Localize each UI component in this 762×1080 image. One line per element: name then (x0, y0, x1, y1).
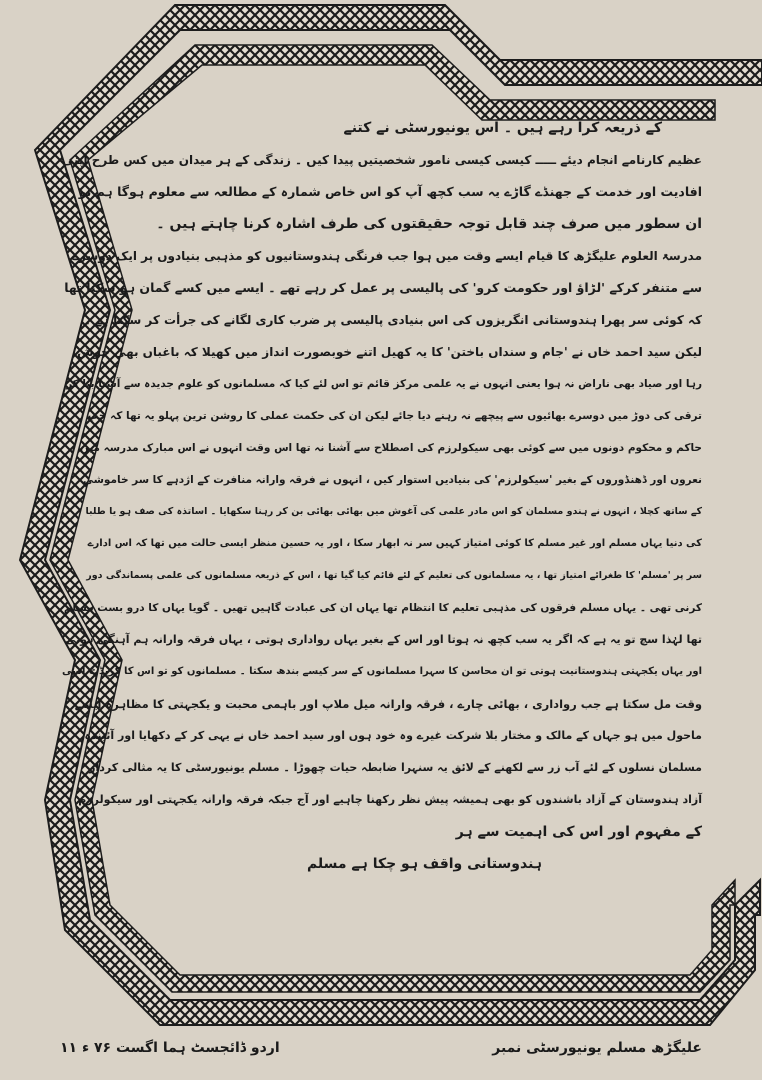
article-line: حاکم و محکوم دونوں میں سے کوئی بھی سیکولرزم کی اصطلاح سے آشنا نہ تھا اس وقت انہوں نے اس مبارک مدرسہ میں (79, 442, 702, 454)
article-line: لیکن سید احمد خاں نے 'جام و سنداں باختن' کا یہ کھیل اتنے خوبصورت انداز میں کھیلا کہ باغباں بھی خوش (77, 345, 702, 359)
article-line: کے ساتھ کچلا ، انہوں نے ہندو مسلمان کو اس مادر علمی کی آغوش میں بھائی بھائی بن کر رہنا سکھایا ۔ اساتذہ کی صف ہو یا طلبا (85, 506, 702, 517)
article-line: مسلمان نسلوں کے لئے آب زر سے لکھنے کے لائق یہ سنہرا ضابطہ حیات چھوڑا ۔ مسلم یونیورسٹی کا یہ مثالی کردار (89, 761, 702, 774)
article-line: کے مفہوم اور اس کی اہمیت سے ہر (455, 824, 702, 840)
article-line: عظیم کارنامے انجام دیئے ـــــ کیسی کیسی نامور شخصیتیں پیدا کیں ۔ زندگی کے ہر میدان میں کس طرح اپنی (61, 153, 702, 167)
article-line: کہ کوئی سر پھرا ہندوستانی انگریزوں کی اس بنیادی پالیسی پر ضرب کاری لگانے کی جرأت کر سکتا ہے ۔ (83, 313, 702, 327)
article-line: ہندوستانی واقف ہو چکا ہے مسلم (306, 856, 542, 872)
article-line: سے متنفر کرکے 'لڑاؤ اور حکومت کرو' کی پالیسی پر عمل کر رہے تھے ۔ ایسے میں کسے گمان ہو سکتا تھا (64, 280, 702, 295)
article-line: افادیت اور خدمت کے جھنڈے گاڑے یہ سب کچھ آپ کو اس خاص شمارہ کے مطالعہ سے معلوم ہوگا ہم تو (78, 184, 702, 199)
article-line: سر پر 'مسلم' کا طغرائے امتیاز تھا ، یہ مسلمانوں کی تعلیم کے لئے قائم کیا گیا تھا ، اس کے ذریعہ مسلمانوں کی علمی پسماندگی دور (86, 570, 702, 581)
article-line: اور یہاں یکجہتی ہندوستانیت ہوتی تو ان محاسن کا سہرا مسلمانوں کے سر کیسے بندھ سکتا ۔ مسلمانوں کو تو اس کا کریڈٹ اسی (62, 666, 702, 677)
page-footer (60, 1040, 702, 1070)
article-body (62, 118, 702, 988)
article-line: رہا اور صیاد بھی ناراض نہ ہوا یعنی انہوں نے یہ علمی مرکز قائم تو اس لئے کیا کہ مسلمانوں کو علوم جدیدہ سے آشنا بنا کر (66, 378, 702, 390)
article-line: کی دنیا یہاں مسلم اور غیر مسلم کا کوئی امتیاز کہیں سر نہ ابھار سکا ، اور یہ حسین منظر ایسی حالت میں تھا کہ اس ادارے (87, 538, 702, 549)
article-line: مدرسۃ العلوم علیگڑھ کا قیام ایسے وقت میں ہوا جب فرنگی ہندوستانیوں کو مذہبی بنیادوں پر ایک دوسرے (71, 249, 702, 263)
article-line: تھا لہٰذا سچ تو یہ ہے کہ اگر یہ سب کچھ نہ ہوتا اور اس کے بغیر یہاں رواداری ہوتی ، یہاں فرقہ وارانہ ہم آہنگی ہوتی (64, 633, 702, 646)
article-line: ترقی کی دوڑ میں دوسرے بھائیوں سے پیچھے نہ رہنے دیا جائے لیکن ان کی حکمت عملی کا روشن ترین پہلو یہ تھا کہ جب (87, 410, 702, 422)
article-line: کے ذریعہ کرا رہے ہیں ۔ اس یونیورسٹی نے کتنے (343, 120, 662, 136)
footer-issue-title: علیگڑھ مسلم یونیورسٹی نمبر (492, 1040, 702, 1056)
article-line: ماحول میں ہو جہاں کے مالک و مختار بلا شرکت غیرے وہ خود ہوں اور سید احمد خاں نے یہی کر کے دکھایا اور آئیندہ (84, 729, 702, 742)
article-line: نعروں اور ڈھنڈوروں کے بغیر 'سیکولرزم' کی بنیادیں استوار کیں ، انہوں نے فرقہ وارانہ منافرت کے اژدہے کا سر خاموشی (82, 474, 702, 486)
article-line: آزاد ہندوستان کے آزاد باشندوں کو بھی ہمیشہ پیش نظر رکھنا چاہیے اور آج جبکہ فرقہ وارانہ یکجہتی اور سیکولرزم (78, 793, 702, 806)
article-line: کرنی تھی ۔ یہاں مسلم فرقوں کی مذہبی تعلیم کا انتظام تھا یہاں ان کی عبادت گاہیں تھیں ۔ گویا یہاں کا درو بست مسلم (63, 602, 702, 614)
article-line: وقت مل سکتا ہے جب رواداری ، بھائی چارے ، فرقہ وارانہ میل ملاپ اور باہمی محبت و یکجہتی کا مظاہرہ ایسے (74, 697, 702, 711)
article-line: ان سطور میں صرف چند قابل توجہ حقیقتوں کی طرف اشارہ کرنا چاہتے ہیں ۔ (156, 216, 702, 232)
footer-magazine-date-page: اردو ڈائجسٹ ہما اگست ۷۶ ء ۱۱ (60, 1040, 280, 1056)
